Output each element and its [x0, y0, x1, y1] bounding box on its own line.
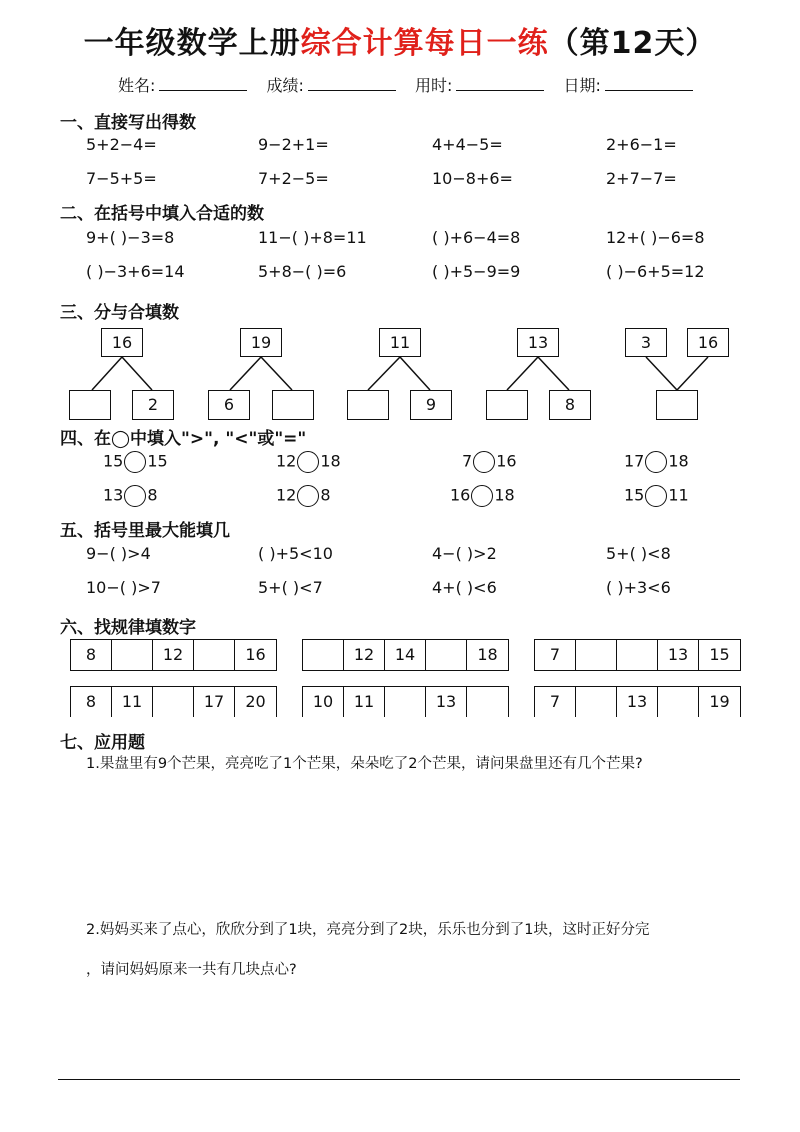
sequence-cell[interactable]: 12: [153, 640, 194, 670]
sequence-row: [302, 686, 509, 717]
sequence-cell[interactable]: 18: [477, 645, 498, 664]
section-5-heading: 五、括号里最大能填几: [60, 521, 230, 541]
s4-compare: [103, 451, 168, 473]
tree-right-box[interactable]: [272, 390, 314, 420]
sequence-cell[interactable]: 7: [535, 640, 576, 670]
s5-problem: ( )+3<6: [606, 578, 671, 597]
sequence-row: [534, 639, 741, 671]
word-problem-2-line1: 2.妈妈买来了点心，欣欣分到了1块，亮亮分到了2块，乐乐也分到了1块，这时正好分完: [86, 922, 650, 938]
s4-compare: [462, 451, 517, 473]
s2-problem: ( )−3+6=14: [86, 262, 185, 281]
bottom-divider: [58, 1079, 740, 1080]
compare-circle[interactable]: [473, 451, 495, 473]
s4-right-number: 18: [668, 451, 689, 471]
s4-compare: [276, 451, 341, 473]
tree-left-box[interactable]: [347, 390, 389, 420]
tree-right-box: 2: [132, 390, 174, 420]
sequence-cell[interactable]: 13: [617, 687, 658, 717]
title-black: 一年级数学上册: [83, 26, 301, 61]
s4-right-number: 16: [496, 451, 517, 471]
s4-compare: [276, 485, 331, 507]
name-label: 姓名:: [118, 76, 156, 95]
s5-problem: 4−( )>2: [432, 544, 497, 563]
sequence-cell[interactable]: 12: [344, 640, 385, 670]
sequence-cell[interactable]: 14: [385, 640, 426, 670]
s2-problem: ( )−6+5=12: [606, 262, 705, 281]
sequence-cell[interactable]: [153, 687, 194, 717]
s2-problem: ( )+6−4=8: [432, 228, 521, 247]
time-label: 用时:: [415, 76, 453, 95]
s5-problem: 4+( )<6: [432, 578, 497, 597]
merge-right-box: 16: [687, 328, 729, 357]
s4-left-number: 7: [462, 451, 473, 471]
s4-right-number: 18: [320, 451, 341, 471]
tree-top-box: 19: [240, 328, 282, 357]
s2-problem: ( )+5−9=9: [432, 262, 521, 281]
compare-circle[interactable]: [471, 485, 493, 507]
sequence-cell[interactable]: [467, 687, 508, 717]
sequence-cell[interactable]: [576, 640, 617, 670]
s4-compare: [103, 485, 158, 507]
sequence-cell[interactable]: 15: [709, 645, 730, 664]
s5-problem: 5+( )<8: [606, 544, 671, 563]
word-problem-1: 1.果盘里有9个芒果，亮亮吃了1个芒果，朵朵吃了2个芒果，请问果盘里还有几个芒果?: [86, 756, 643, 772]
sequence-cell[interactable]: 17: [194, 687, 235, 717]
sequence-cell[interactable]: [617, 640, 658, 670]
sequence-cell[interactable]: [303, 640, 344, 670]
s4-right-number: 18: [494, 485, 515, 505]
s2-problem: 11−( )+8=11: [258, 228, 367, 247]
section-7-heading: 七、应用题: [60, 733, 145, 753]
date-label: 日期:: [563, 76, 601, 95]
s4-left-number: 12: [276, 451, 297, 471]
s1-problem: 9−2+1=: [258, 135, 329, 154]
s1-problem: 10−8+6=: [432, 169, 513, 188]
s1-problem: 5+2−4=: [86, 135, 157, 154]
s4-left-number: 17: [624, 451, 645, 471]
merge-left-box: 3: [625, 328, 667, 357]
title-red: 综合计算每日一练: [300, 26, 549, 61]
section-1-heading: 一、直接写出得数: [60, 113, 196, 133]
s1-problem: 2+6−1=: [606, 135, 677, 154]
sequence-cell[interactable]: [112, 640, 153, 670]
sequence-cell[interactable]: 13: [658, 640, 699, 670]
s1-problem: 2+7−7=: [606, 169, 677, 188]
s2-problem: 9+( )−3=8: [86, 228, 175, 247]
compare-circle[interactable]: [645, 485, 667, 507]
sequence-row: [70, 639, 277, 671]
s4-left-number: 15: [624, 485, 645, 505]
s4-compare: [624, 485, 689, 507]
compare-circle[interactable]: [645, 451, 667, 473]
sequence-cell[interactable]: 7: [535, 687, 576, 717]
section-4-heading: 四、在◯中填入">", "<"或"=": [60, 429, 307, 449]
s2-problem: 5+8−( )=6: [258, 262, 347, 281]
tree-left-box[interactable]: [69, 390, 111, 420]
merge-bottom-box[interactable]: [656, 390, 698, 420]
sequence-cell[interactable]: 16: [245, 645, 266, 664]
sequence-row: [302, 639, 509, 671]
title-tail: （第12天）: [548, 26, 717, 61]
s4-right-number: 8: [147, 485, 158, 505]
tree-top-box: 16: [101, 328, 143, 357]
sequence-row: [70, 686, 277, 717]
s4-left-number: 12: [276, 485, 297, 505]
s5-problem: 9−( )>4: [86, 544, 151, 563]
s5-problem: 10−( )>7: [86, 578, 161, 597]
sequence-cell[interactable]: [194, 640, 235, 670]
s4-compare: [624, 451, 689, 473]
tree-right-box: 9: [410, 390, 452, 420]
sequence-cell[interactable]: [658, 687, 699, 717]
compare-circle[interactable]: [297, 485, 319, 507]
sequence-cell[interactable]: [385, 687, 426, 717]
tree-top-box: 13: [517, 328, 559, 357]
s5-problem: 5+( )<7: [258, 578, 323, 597]
sequence-row: [534, 686, 741, 717]
s4-right-number: 11: [668, 485, 689, 505]
section-3-heading: 三、分与合填数: [60, 303, 179, 323]
s4-right-number: 8: [320, 485, 331, 505]
sequence-cell[interactable]: 19: [709, 692, 730, 711]
sequence-cell[interactable]: [576, 687, 617, 717]
s4-left-number: 15: [103, 451, 124, 471]
score-label: 成绩:: [266, 76, 304, 95]
s4-compare: [450, 485, 515, 507]
sequence-cell[interactable]: 11: [344, 687, 385, 717]
sequence-cell[interactable]: [426, 640, 467, 670]
sequence-cell[interactable]: 13: [426, 687, 467, 717]
sequence-cell[interactable]: 8: [71, 640, 112, 670]
sequence-cell[interactable]: 10: [303, 687, 344, 717]
tree-left-box[interactable]: [486, 390, 528, 420]
sequence-cell[interactable]: 11: [112, 687, 153, 717]
tree-right-box: 8: [549, 390, 591, 420]
s1-problem: 7+2−5=: [258, 169, 329, 188]
sequence-cell[interactable]: 20: [245, 692, 266, 711]
section-6-heading: 六、找规律填数字: [60, 618, 196, 638]
compare-circle[interactable]: [124, 485, 146, 507]
s5-problem: ( )+5<10: [258, 544, 333, 563]
s1-problem: 4+4−5=: [432, 135, 503, 154]
compare-circle[interactable]: [124, 451, 146, 473]
s4-right-number: 15: [147, 451, 168, 471]
word-problem-2-line2: ，请问妈妈原来一共有几块点心?: [86, 962, 297, 978]
s4-left-number: 16: [450, 485, 471, 505]
tree-left-box: 6: [208, 390, 250, 420]
compare-circle[interactable]: [297, 451, 319, 473]
sequence-cell[interactable]: 8: [71, 687, 112, 717]
s1-problem: 7−5+5=: [86, 169, 157, 188]
section-2-heading: 二、在括号中填入合适的数: [60, 204, 264, 224]
s4-left-number: 13: [103, 485, 124, 505]
s2-problem: 12+( )−6=8: [606, 228, 705, 247]
tree-top-box: 11: [379, 328, 421, 357]
